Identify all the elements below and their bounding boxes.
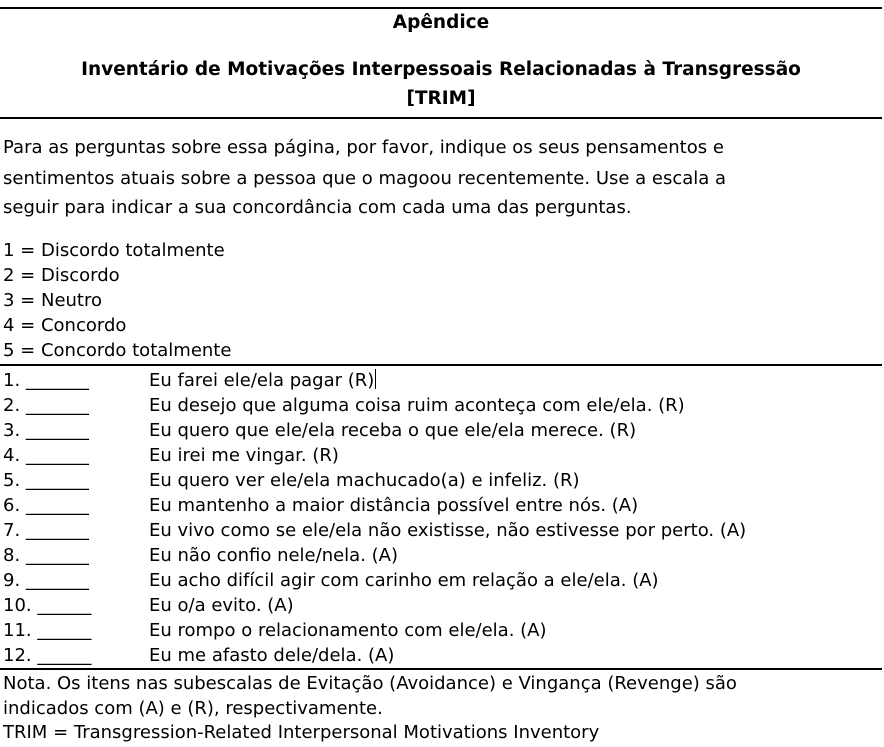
scale-option: 3 = Neutro <box>3 290 102 311</box>
inventory-acronym: [TRIM] <box>406 88 476 109</box>
item-text: Eu quero que ele/ela receba o que ele/ela merece. (R) <box>149 420 637 441</box>
item-answer-blank[interactable]: 1. _______ <box>3 370 89 391</box>
items-bottom-rule <box>0 668 882 670</box>
top-rule <box>0 7 882 9</box>
item-text: Eu irei me vingar. (R) <box>149 445 339 466</box>
footnote-line: Nota. Os itens nas subescalas de Evitação (Avoidance) e Vingança (Revenge) são <box>3 673 737 694</box>
item-text: Eu não confio nele/nela. (A) <box>149 545 399 566</box>
item-answer-blank[interactable]: 3. _______ <box>3 420 89 441</box>
item-answer-blank[interactable]: 12. ______ <box>3 645 92 666</box>
header-bottom-rule <box>0 117 882 119</box>
instructions-line: seguir para indicar a sua concordância com cada uma das perguntas. <box>3 197 632 218</box>
scale-option: 2 = Discordo <box>3 265 120 286</box>
item-text: Eu acho difícil agir com carinho em relação a ele/ela. (A) <box>149 570 659 591</box>
scale-option: 1 = Discordo totalmente <box>3 240 225 261</box>
scale-option: 4 = Concordo <box>3 315 127 336</box>
item-answer-blank[interactable]: 2. _______ <box>3 395 89 416</box>
item-text: Eu vivo como se ele/ela não existisse, não estivesse por perto. (A) <box>149 520 747 541</box>
item-text: Eu quero ver ele/ela machucado(a) e infeliz. (R) <box>149 470 580 491</box>
item-text: Eu rompo o relacionamento com ele/ela. (A) <box>149 620 547 641</box>
item-answer-blank[interactable]: 10. ______ <box>3 595 92 616</box>
item-answer-blank[interactable]: 4. _______ <box>3 445 89 466</box>
item-text: Eu mantenho a maior distância possível entre nós. (A) <box>149 495 639 516</box>
items-top-rule <box>0 364 882 366</box>
item-answer-blank[interactable]: 6. _______ <box>3 495 89 516</box>
item-text: Eu me afasto dele/dela. (A) <box>149 645 395 666</box>
footnote-line: TRIM = Transgression-Related Interpersonal Motivations Inventory <box>3 722 600 743</box>
footnote-line: indicados com (A) e (R), respectivamente. <box>3 698 383 719</box>
scale-option: 5 = Concordo totalmente <box>3 340 232 361</box>
instructions-line: sentimentos atuais sobre a pessoa que o magoou recentemente. Use a escala a <box>3 168 727 189</box>
item-answer-blank[interactable]: 9. _______ <box>3 570 89 591</box>
item-answer-blank[interactable]: 5. _______ <box>3 470 89 491</box>
item-answer-blank[interactable]: 11. ______ <box>3 620 92 641</box>
instructions-line: Para as perguntas sobre essa página, por favor, indique os seus pensamentos e <box>3 137 724 158</box>
item-text: Eu desejo que alguma coisa ruim aconteça com ele/ela. (R) <box>149 395 685 416</box>
item-text: Eu o/a evito. (A) <box>149 595 294 616</box>
text-cursor <box>375 369 376 389</box>
item-answer-blank[interactable]: 7. _______ <box>3 520 89 541</box>
item-text: Eu farei ele/ela pagar (R) <box>149 370 375 391</box>
appendix-title: Apêndice <box>392 12 490 33</box>
inventory-title: Inventário de Motivações Interpessoais Relacionadas à Transgressão <box>81 59 801 80</box>
item-answer-blank[interactable]: 8. _______ <box>3 545 89 566</box>
